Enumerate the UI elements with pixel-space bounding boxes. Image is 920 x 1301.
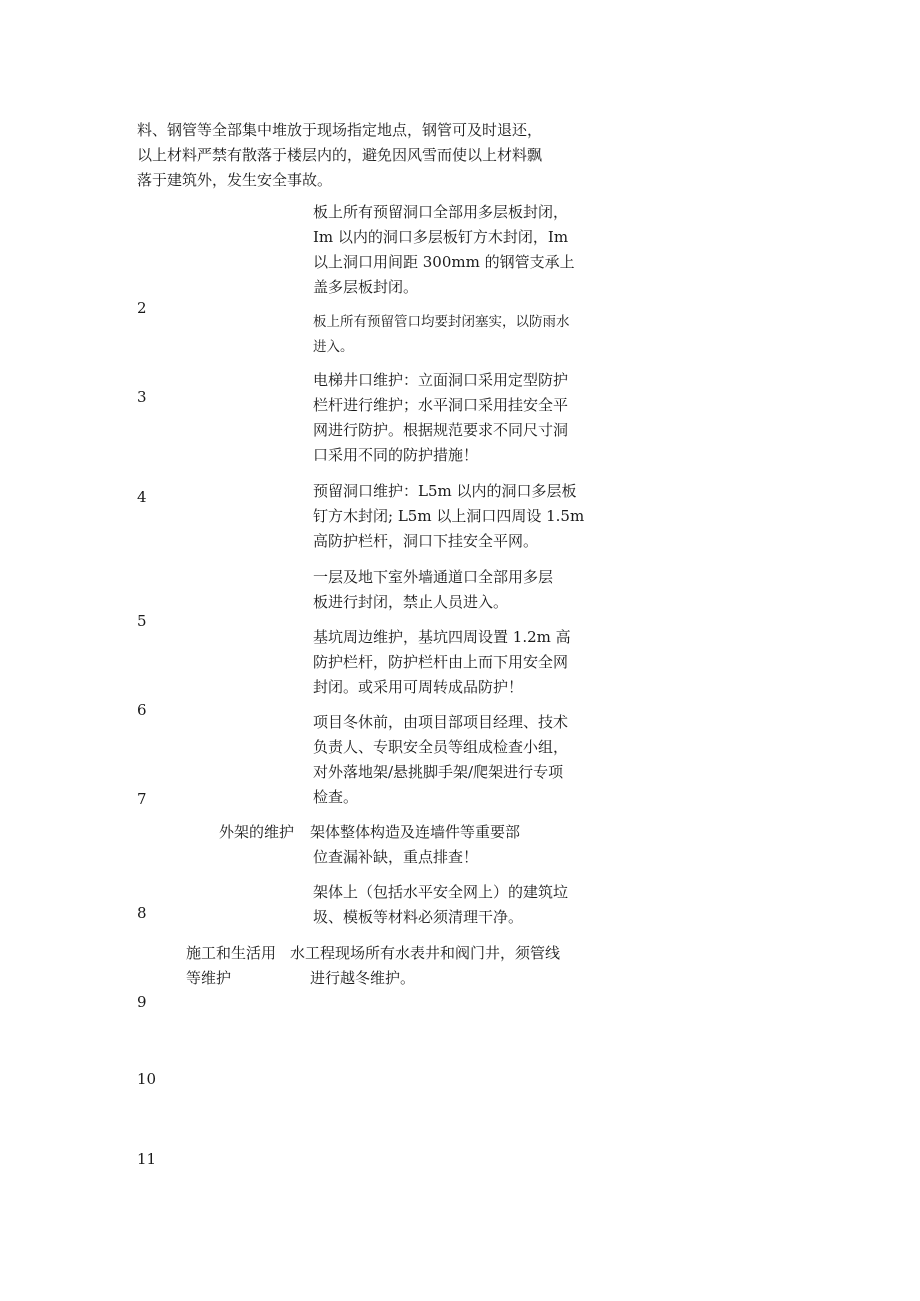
row-number: 3 [137, 388, 147, 406]
item-elevator-shaft [313, 368, 568, 468]
item-line: Im 以内的洞口多层板钉方木封闭，Im [313, 228, 569, 246]
item-line: 板进行封闭，禁止人员进入。 [313, 593, 509, 611]
category-line: 等维护 [186, 969, 232, 987]
item-line: 进入。 [313, 339, 354, 355]
row-number: 6 [137, 701, 147, 719]
item-line: 板上所有预留洞口全部用多层板封闭， [313, 203, 569, 221]
item-line: 高防护栏杆，洞口下挂安全平网。 [313, 532, 539, 550]
category-line: 施工和生活用 [186, 944, 277, 962]
item-line: 以上洞口用间距 300mm 的钢管支承上 [313, 253, 575, 271]
row-number: 11 [137, 1150, 157, 1168]
intro-line: 落于建筑外，发生安全事故。 [137, 171, 333, 189]
item-line: 钉方木封闭; L5m 以上洞口四周设 1.5m [313, 507, 585, 525]
item-line: 水工程现场所有水表井和阀门井，须管线 [290, 944, 561, 962]
item-line: 一层及地下室外墙通道口全部用多层 [313, 568, 554, 586]
item-reserved-openings [313, 479, 584, 554]
category-scaffold: 外架的维护 [219, 823, 295, 841]
item-water-winterize [290, 941, 560, 991]
row-number: 5 [137, 612, 147, 630]
item-line: 网进行防护。根据规范要求不同尺寸洞 [313, 421, 569, 439]
row-number: 9 [137, 993, 147, 1011]
item-line: 栏杆进行维护；水平洞口采用挂安全平 [313, 396, 569, 414]
item-line: 板上所有预留管口均要封闭塞实，以防雨水 [313, 314, 570, 330]
item-scaffold-structure [310, 820, 520, 870]
item-line: 基坑周边维护，基坑四周设置 1.2m 高 [313, 628, 571, 646]
item-scaffold-cleanup [313, 880, 568, 930]
row-number: 8 [137, 904, 147, 922]
intro-line: 料、钢管等全部集中堆放于现场指定地点，钢管可及时退还， [137, 121, 543, 139]
item-line: 架体上（包括水平安全网上）的建筑垃 [313, 883, 569, 901]
item-line: 检查。 [313, 788, 359, 806]
item-line: 口采用不同的防护措施！ [313, 446, 479, 464]
item-openings-seal [313, 200, 575, 300]
item-line: 进行越冬维护。 [310, 969, 416, 987]
item-line: 电梯井口维护：立面洞口采用定型防护 [313, 371, 569, 389]
item-line: 圾、模板等材料必须清理干净。 [313, 908, 524, 926]
item-line: 架体整体构造及连墙件等重要部 [310, 823, 521, 841]
item-basement-passage [313, 565, 553, 615]
item-line: 防护栏杆，防护栏杆由上而下用安全网 [313, 653, 569, 671]
row-number: 10 [137, 1070, 157, 1088]
row-number: 7 [137, 790, 147, 808]
row-number: 4 [137, 488, 147, 506]
item-line: 项目冬休前，由项目部项目经理、技术 [313, 713, 569, 731]
item-line: 盖多层板封闭。 [313, 278, 419, 296]
item-winter-inspection [313, 710, 568, 810]
intro-line: 以上材料严禁有散落于楼层内的，避免因风雪而使以上材料飘 [137, 146, 543, 164]
item-pipe-openings [313, 310, 570, 360]
item-line: 对外落地架/悬挑脚手架/爬架进行专项 [313, 763, 564, 781]
item-line: 封闭。或采用可周转成品防护！ [313, 678, 524, 696]
item-foundation-pit [313, 625, 571, 700]
category-water [186, 941, 276, 991]
intro-paragraph [137, 118, 607, 193]
item-line: 位查漏补缺，重点排查！ [313, 848, 479, 866]
row-number: 2 [137, 299, 147, 317]
item-line: 预留洞口维护：L5m 以内的洞口多层板 [313, 482, 577, 500]
item-line: 负责人、专职安全员等组成检查小组， [313, 738, 569, 756]
